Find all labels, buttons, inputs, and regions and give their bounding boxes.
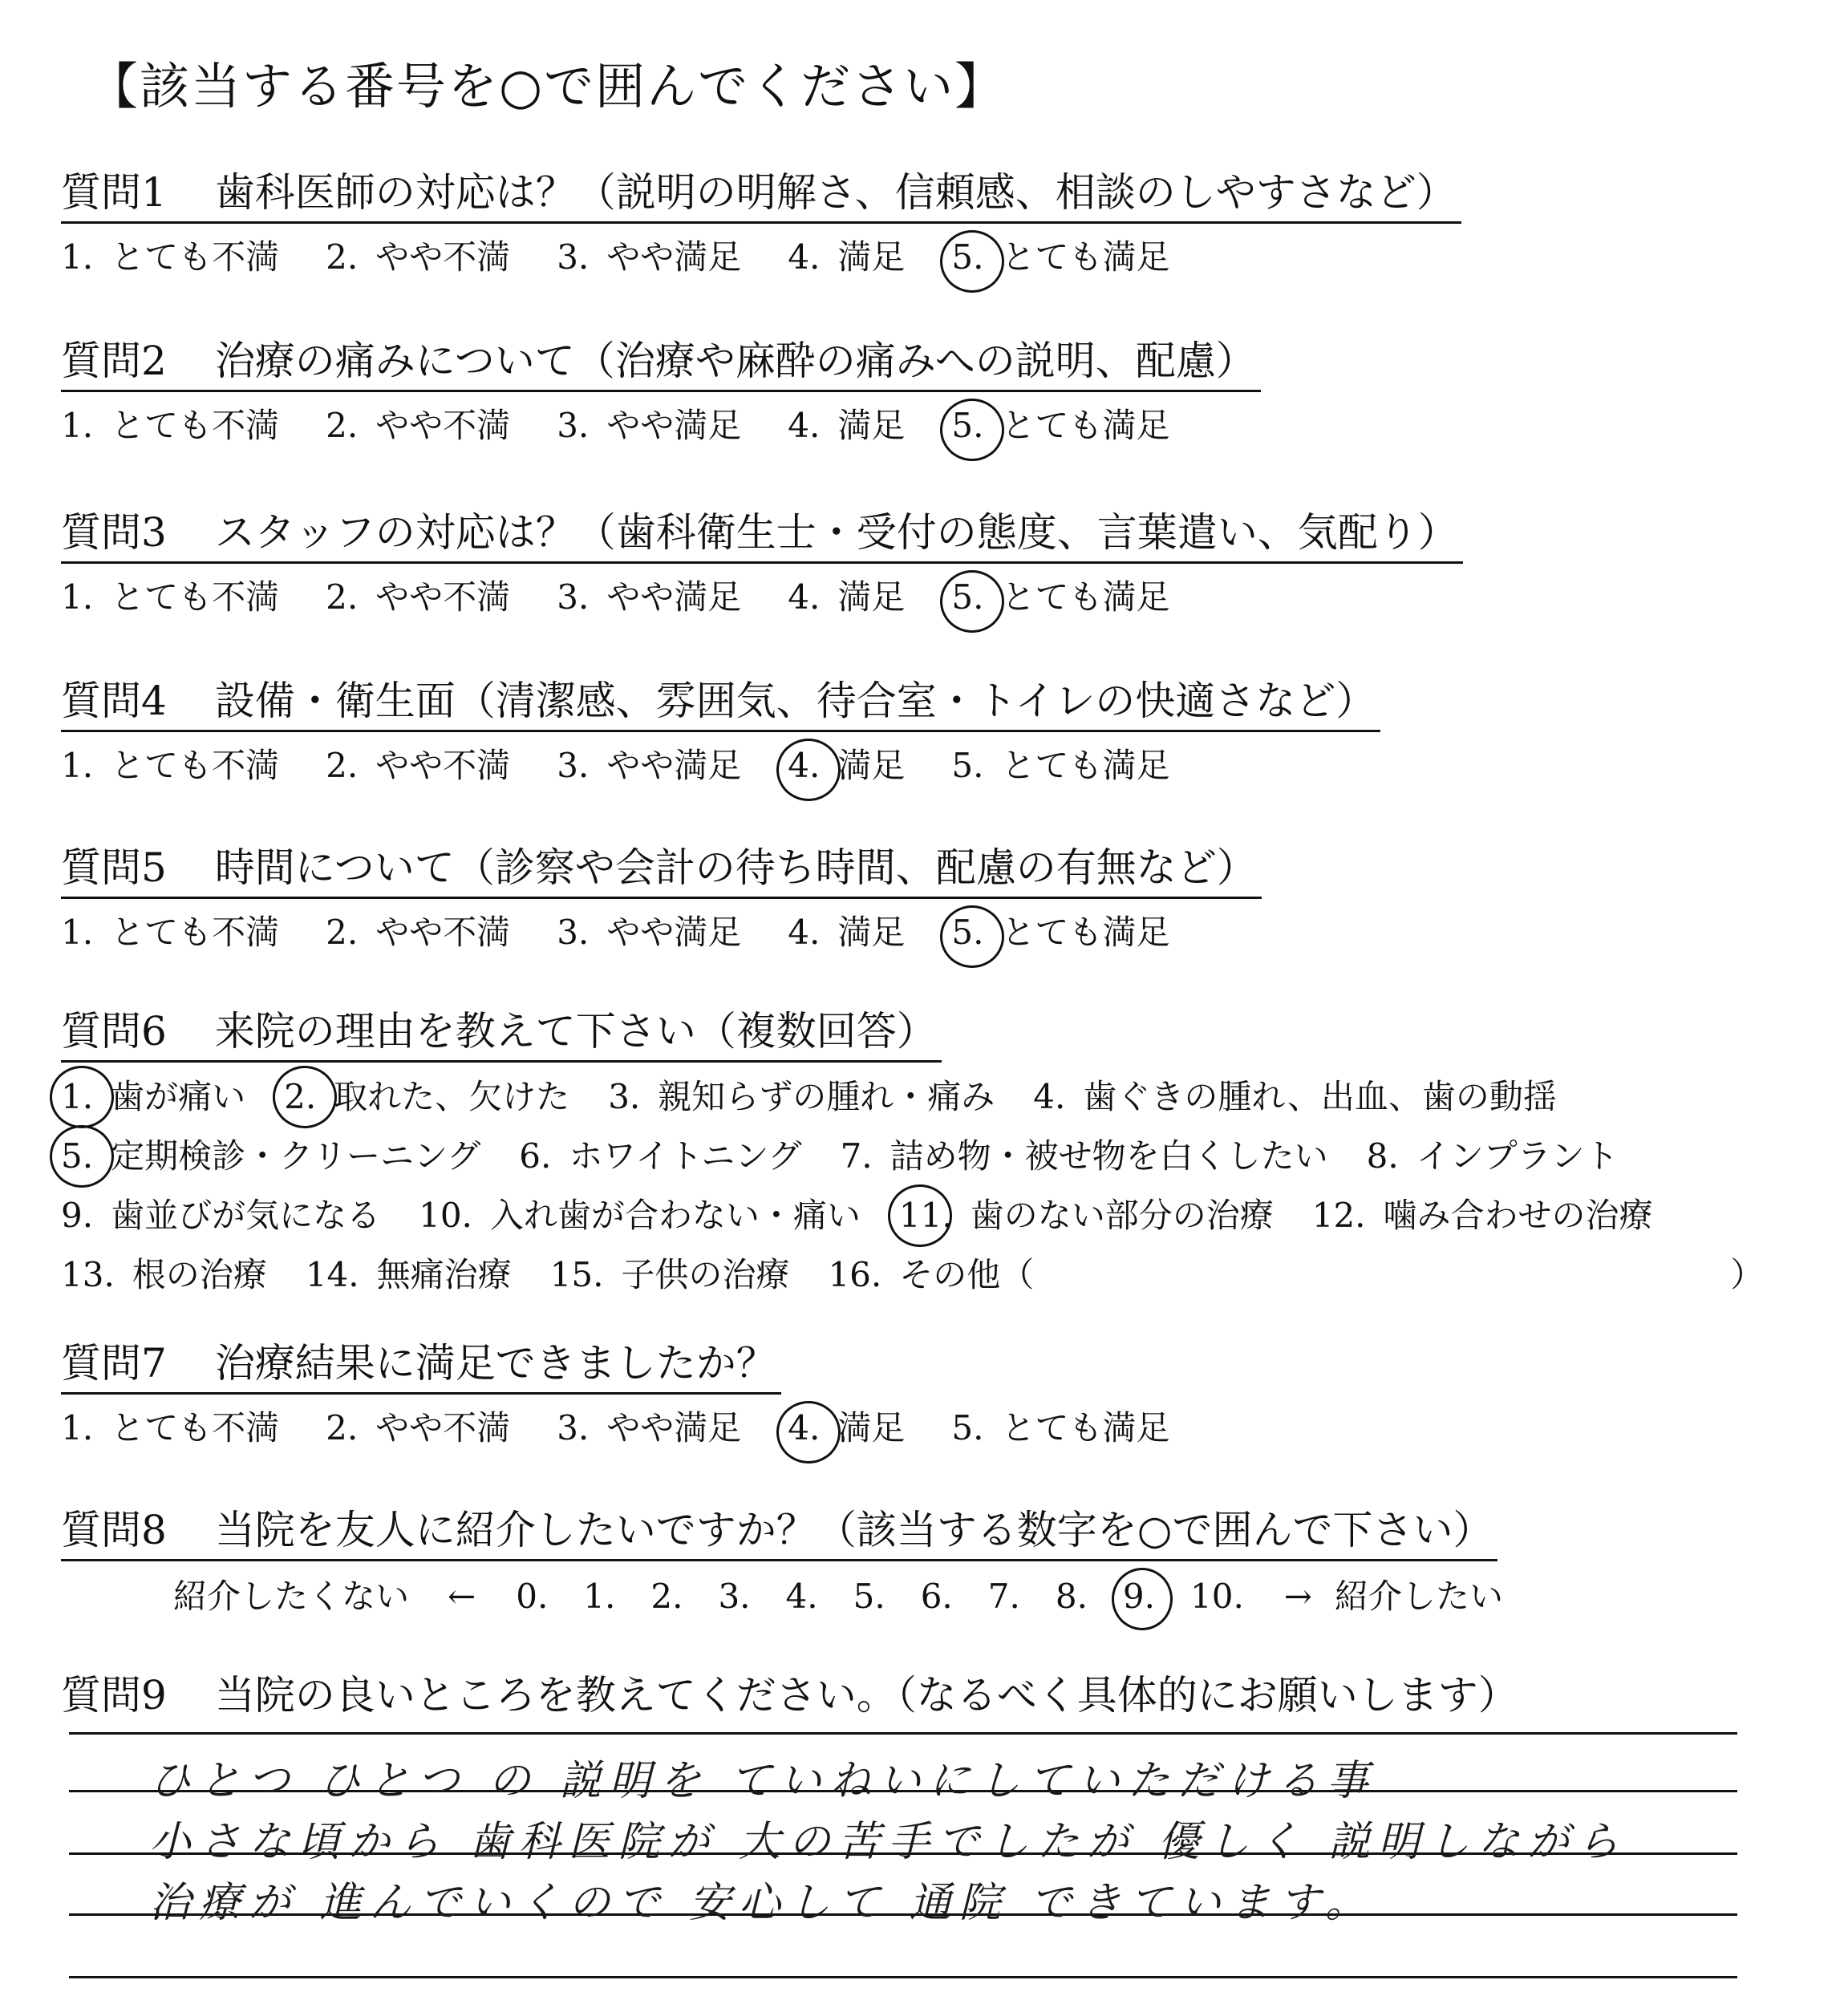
scale-option[interactable]: 8. — [1055, 1577, 1088, 1616]
answer-options — [61, 400, 1810, 451]
option-number: 4. — [788, 913, 821, 952]
question-block — [61, 167, 1810, 283]
answer-option[interactable] — [557, 572, 741, 623]
option-label: 満足 — [837, 577, 906, 617]
answer-option[interactable] — [788, 1403, 905, 1454]
scale-left-label: 紹介したくない — [173, 1577, 410, 1616]
question-heading — [61, 507, 1463, 564]
option-number: 1. — [61, 406, 94, 445]
question-title: 治療結果に満足できましたか？ — [214, 1340, 776, 1387]
question-7 — [61, 1338, 1810, 1454]
option-number: 2. — [326, 1408, 359, 1447]
reason-row — [61, 1067, 1810, 1127]
option-number: 4. — [788, 1403, 820, 1454]
option-label: やや不満 — [375, 577, 511, 617]
answer-line — [69, 1732, 1737, 1735]
option-number: 12. — [1311, 1196, 1366, 1235]
option-number: 13. — [61, 1255, 115, 1294]
answer-option[interactable] — [61, 1403, 279, 1454]
question-number: 質問9 — [61, 1672, 167, 1719]
reason-option[interactable] — [61, 1067, 245, 1127]
reason-option[interactable] — [1033, 1067, 1557, 1127]
option-label: 子供の治療 — [621, 1255, 790, 1294]
option-label: やや満足 — [606, 1408, 742, 1447]
left-arrow-icon: ← — [448, 1577, 476, 1616]
question-heading — [61, 1006, 942, 1063]
option-label: 満足 — [837, 746, 906, 785]
option-label: 入れ歯が合わない・痛い — [489, 1196, 861, 1235]
option-label: とても不満 — [111, 237, 280, 277]
option-number: 1. — [61, 1408, 94, 1447]
recommend-scale — [173, 1571, 1810, 1622]
question-title: 治療の痛みについて（治療や麻酔の痛みへの説明、配慮） — [214, 338, 1256, 384]
other-close-paren: ） — [1730, 1255, 1765, 1294]
option-label: とても満足 — [1001, 237, 1170, 277]
reason-option[interactable] — [61, 1127, 480, 1186]
answer-option[interactable] — [557, 1403, 741, 1454]
answer-option[interactable] — [951, 1403, 1169, 1454]
answer-option[interactable] — [788, 907, 905, 958]
option-number: 1. — [61, 237, 94, 277]
question-6 — [61, 1006, 1810, 1305]
answer-option[interactable] — [326, 572, 510, 623]
option-number: 2. — [326, 913, 359, 952]
option-label: 噛み合わせの治療 — [1383, 1196, 1653, 1235]
option-number: 5. — [951, 232, 983, 283]
answer-options — [61, 740, 1810, 792]
question-title: 設備・衛生面（清潔感、雰囲気、待合室・トイレの快適さなど） — [214, 678, 1376, 724]
question-title: スタッフの対応は？（歯科衛生士・受付の態度、言葉遣い、気配り） — [214, 509, 1458, 556]
question-block — [61, 335, 1810, 451]
option-label: 取れた、欠けた — [334, 1077, 570, 1116]
answer-option[interactable] — [951, 232, 1169, 283]
option-number: 5. — [951, 400, 983, 451]
option-number: 8. — [1366, 1136, 1399, 1176]
question-title: 来院の理由を教えて下さい（複数回答） — [214, 1008, 937, 1055]
option-label: 満足 — [837, 1408, 906, 1447]
option-label: 親知らずの腫れ・痛み — [658, 1077, 995, 1116]
scale-option[interactable]: 3. — [718, 1577, 751, 1616]
option-number: 4. — [788, 577, 821, 617]
reason-option[interactable] — [899, 1186, 1274, 1245]
question-block — [61, 842, 1810, 958]
question-block — [61, 675, 1810, 792]
scale-option[interactable]: 9. — [1123, 1571, 1155, 1622]
option-label: やや満足 — [606, 406, 742, 445]
option-label: インプラント — [1416, 1136, 1619, 1176]
answer-option[interactable] — [557, 232, 741, 283]
question-heading — [61, 1670, 1810, 1721]
reason-option[interactable] — [61, 1245, 267, 1305]
option-label: 詰め物・被せ物を白くしたい — [890, 1136, 1328, 1176]
reason-row — [61, 1186, 1810, 1245]
answer-option[interactable] — [326, 232, 510, 283]
option-label: とても満足 — [1001, 1408, 1170, 1447]
question-number: 質問4 — [61, 678, 167, 724]
option-number: 5. — [61, 1127, 93, 1186]
question-number: 質問7 — [61, 1340, 167, 1387]
option-label: とても不満 — [111, 577, 280, 617]
option-label: やや満足 — [606, 913, 742, 952]
answer-option[interactable] — [951, 572, 1169, 623]
reason-option[interactable] — [1312, 1186, 1653, 1245]
option-number: 3. — [557, 237, 590, 277]
option-label: とても不満 — [111, 406, 280, 445]
option-number: 7. — [840, 1136, 873, 1176]
reason-option[interactable] — [61, 1186, 380, 1245]
option-label: やや不満 — [375, 237, 511, 277]
option-number: 3. — [557, 746, 590, 785]
question-heading — [61, 1338, 781, 1395]
scale-option[interactable]: 5. — [853, 1577, 886, 1616]
option-number: 1. — [61, 913, 94, 952]
option-number: 5. — [951, 907, 983, 958]
handwritten-answer-line: 小さな頃から 歯科医院が 大の苦手でしたが 優しく 説明しながら — [149, 1818, 1627, 1866]
question-number: 質問1 — [61, 169, 167, 216]
option-number: 2. — [326, 577, 359, 617]
option-number: 15. — [549, 1255, 604, 1294]
option-label: とても満足 — [1001, 746, 1170, 785]
option-number: 11. — [899, 1186, 953, 1245]
reason-row — [61, 1127, 1810, 1186]
answer-options — [61, 232, 1810, 283]
answer-option[interactable] — [61, 740, 279, 792]
option-number: 5. — [951, 1408, 984, 1447]
answer-option[interactable] — [951, 907, 1169, 958]
answer-option[interactable] — [61, 572, 279, 623]
option-number: 4. — [788, 406, 821, 445]
option-label: とても不満 — [111, 746, 280, 785]
option-number: 1. — [61, 746, 94, 785]
handwritten-answer-line: ひとつ ひとつ の 説明を ていねいにしていただける事 — [149, 1757, 1377, 1805]
question-title: 当院の良いところを教えてください。（なるべく具体的にお願いします） — [214, 1672, 1518, 1719]
scale-option[interactable]: 6. — [920, 1577, 953, 1616]
reason-option[interactable] — [306, 1245, 512, 1305]
scale-right-label: 紹介したい — [1335, 1577, 1504, 1616]
answer-option[interactable] — [788, 400, 905, 451]
option-number: 3. — [608, 1077, 641, 1116]
question-number: 質問3 — [61, 509, 167, 556]
option-number: 10. — [419, 1196, 472, 1235]
option-number: 4. — [1033, 1077, 1066, 1116]
option-label: 歯のない部分の治療 — [970, 1196, 1274, 1235]
answer-option[interactable] — [788, 572, 905, 623]
scale-option[interactable]: 2. — [650, 1577, 683, 1616]
reason-option[interactable] — [550, 1245, 790, 1305]
reason-option[interactable] — [284, 1067, 569, 1127]
answer-option[interactable] — [557, 907, 741, 958]
option-number: 2. — [326, 237, 359, 277]
option-number: 3. — [557, 577, 590, 617]
answer-option[interactable] — [788, 740, 905, 792]
option-label: やや不満 — [375, 1408, 511, 1447]
answer-option[interactable] — [326, 740, 510, 792]
answer-line — [69, 1976, 1737, 1978]
answer-option[interactable] — [61, 400, 279, 451]
option-number: 9. — [61, 1196, 94, 1235]
question-number: 質問2 — [61, 338, 167, 384]
answer-option[interactable] — [557, 740, 741, 792]
answer-option[interactable] — [557, 400, 741, 451]
option-label: とても満足 — [1001, 406, 1170, 445]
scale-option[interactable]: 0. — [516, 1577, 549, 1616]
option-number: 6. — [519, 1136, 552, 1176]
option-label: とても満足 — [1001, 577, 1170, 617]
page-title: 【該当する番号を○で囲んでください】 — [88, 57, 1007, 115]
handwritten-answer-line: 治療が 進んでいくので 安心して 通院 できています。 — [149, 1879, 1375, 1927]
option-number: 5. — [951, 746, 984, 785]
question-heading — [61, 675, 1380, 732]
option-label: やや満足 — [606, 237, 742, 277]
reason-option[interactable] — [519, 1127, 801, 1186]
option-number: 1. — [61, 577, 94, 617]
answer-option[interactable] — [326, 1403, 510, 1454]
question-heading — [61, 842, 1262, 899]
option-label: やや不満 — [375, 746, 511, 785]
option-number: 3. — [557, 1408, 590, 1447]
option-label: とても不満 — [111, 913, 280, 952]
option-label: 歯ぐきの腫れ、出血、歯の動揺 — [1083, 1077, 1557, 1116]
reason-row — [61, 1245, 1810, 1305]
question-title: 当院を友人に紹介したいですか？（該当する数字を○で囲んで下さい） — [214, 1507, 1493, 1553]
option-label: やや満足 — [606, 746, 742, 785]
option-label: ホワイトニング — [569, 1136, 802, 1176]
question-9 — [61, 1670, 1810, 1721]
option-number: 4. — [788, 740, 820, 792]
option-number: 4. — [788, 237, 821, 277]
answer-option[interactable] — [951, 400, 1169, 451]
answer-option[interactable] — [326, 907, 510, 958]
question-number: 質問6 — [61, 1008, 167, 1055]
option-label: 歯が痛い — [111, 1077, 246, 1116]
option-label: やや満足 — [606, 577, 742, 617]
option-label: とても不満 — [111, 1408, 280, 1447]
scale-option[interactable]: 4. — [785, 1577, 818, 1616]
answer-options — [61, 907, 1810, 958]
question-title: 歯科医師の対応は？（説明の明解さ、信頼感、相談のしやすさなど） — [214, 169, 1457, 216]
question-heading — [61, 1504, 1497, 1561]
option-label: 歯並びが気になる — [111, 1196, 381, 1235]
reason-option[interactable] — [828, 1245, 1034, 1305]
option-label: 根の治療 — [132, 1255, 267, 1294]
question-heading — [61, 335, 1261, 392]
answer-option[interactable] — [788, 232, 905, 283]
question-heading — [61, 167, 1461, 224]
option-label: 満足 — [837, 406, 906, 445]
scale-option[interactable]: 10. — [1190, 1577, 1244, 1616]
reason-option[interactable] — [419, 1186, 861, 1245]
option-label: とても満足 — [1001, 913, 1170, 952]
question-title: 時間について（診察や会計の待ち時間、配慮の有無など） — [214, 844, 1257, 891]
option-number: 14. — [305, 1255, 359, 1294]
reason-option[interactable] — [841, 1127, 1328, 1186]
question-block — [61, 507, 1810, 623]
answer-option[interactable] — [61, 907, 279, 958]
reason-option[interactable] — [608, 1067, 995, 1127]
answer-option[interactable] — [326, 400, 510, 451]
option-number: 5. — [951, 572, 983, 623]
option-label: やや不満 — [375, 406, 511, 445]
scale-option[interactable]: 7. — [987, 1577, 1020, 1616]
answer-option[interactable] — [61, 232, 279, 283]
option-label: 満足 — [837, 237, 906, 277]
option-label: 定期検診・クリーニング — [111, 1136, 481, 1176]
option-number: 2. — [284, 1067, 316, 1127]
option-number: 3. — [557, 913, 590, 952]
option-label: 満足 — [837, 913, 906, 952]
option-number: 2. — [326, 406, 359, 445]
question-number: 質問8 — [61, 1507, 167, 1553]
question-8 — [61, 1504, 1810, 1622]
option-number: 3. — [557, 406, 590, 445]
option-label: その他（ — [899, 1255, 1035, 1294]
option-label: 無痛治療 — [376, 1255, 512, 1294]
reason-option[interactable] — [1367, 1127, 1619, 1186]
option-number: 2. — [326, 746, 359, 785]
answer-option[interactable] — [951, 740, 1169, 792]
right-arrow-icon: → — [1283, 1577, 1312, 1616]
option-number: 16. — [828, 1255, 882, 1294]
scale-option[interactable]: 1. — [583, 1577, 616, 1616]
answer-options — [61, 572, 1810, 623]
question-number: 質問5 — [61, 844, 167, 891]
option-number: 1. — [61, 1067, 93, 1127]
answer-options — [61, 1403, 1810, 1454]
option-label: やや不満 — [375, 913, 511, 952]
